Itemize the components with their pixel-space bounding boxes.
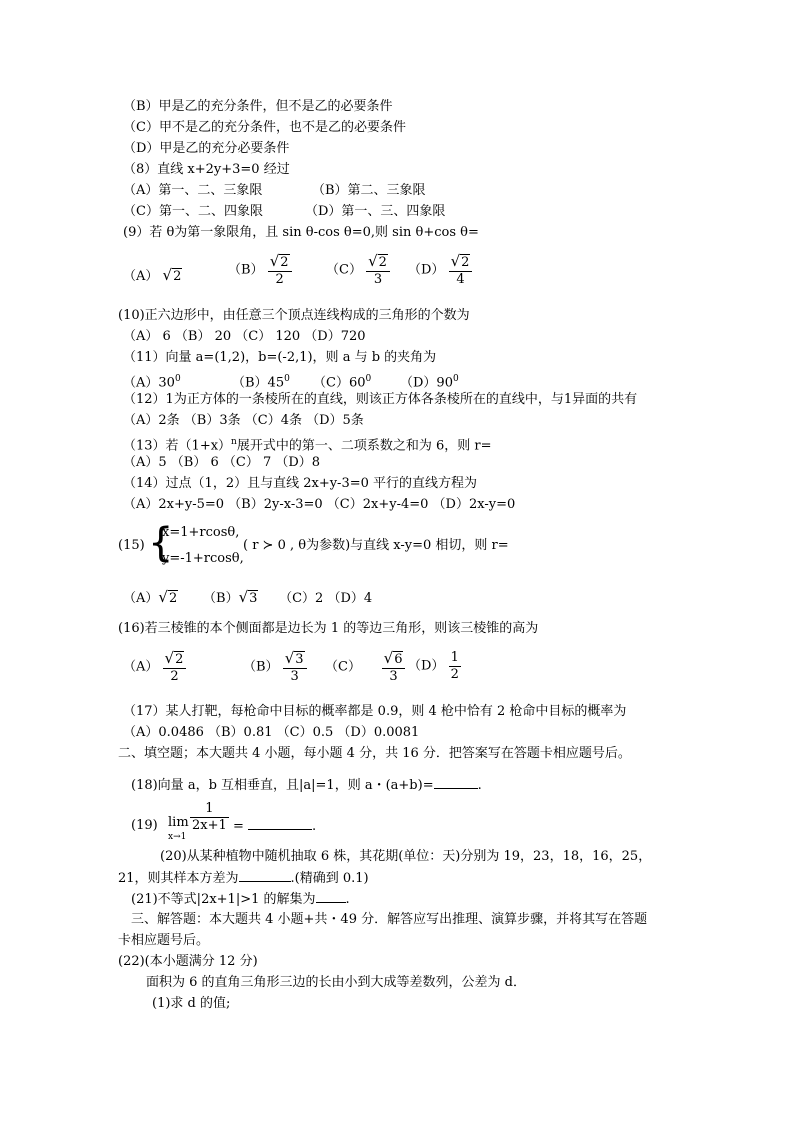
question-22-text: 面积为 6 的直角三角形三边的长由小到大成等差数列，公差为 d．: [146, 975, 526, 990]
q15-equation-y: y=-1+rcosθ,: [162, 551, 244, 566]
q9-option-c: [326, 253, 390, 288]
fraction-sqrt3-over-3: $\frac{√3}{3}$: [283, 650, 307, 685]
q16-option-b: （B） $\frac{√3}{3}$: [243, 650, 307, 685]
q14-options: （A）2x+y-5=0 （B）2y-x-3=0 （C）2x+y-4=0 （D）2x-y=0: [123, 497, 516, 512]
q19-equals: = .: [233, 819, 317, 834]
q15-label: (15): [118, 538, 145, 553]
fraction-sqrt6-over-3: $\frac{√6}{3}$: [382, 650, 406, 685]
question-17: （17）某人打靶，每枪命中目标的概率都是 0.9，则 4 枪中恰有 2 枪命中目标的概率为: [123, 704, 627, 719]
q19-fraction: $\frac{1}{2x+1}$: [192, 801, 227, 833]
answer-blank-18: [434, 776, 478, 789]
sqrt-2: √2: [162, 266, 182, 284]
q17-options: （A）0.0486 （B）0.81 （C）0.5 （D）0.0081: [123, 725, 420, 740]
left-brace: {: [148, 520, 174, 566]
fraction-sqrt2-over-3: $\frac{√2}{3}$: [366, 253, 390, 288]
question-8: （8）直线 x+2y+3=0 经过: [123, 162, 290, 177]
fraction-sqrt2-over-2: $\frac{√2}{2}$: [268, 253, 292, 288]
answer-blank-20: [239, 869, 291, 882]
q13-options: （A）5 （B） 6 （C） 7 （D）8: [123, 455, 321, 470]
answer-blank-19: [248, 817, 312, 830]
question-10: (10)正六边形中，由任意三个顶点连线构成的三角形的个数为: [118, 308, 470, 323]
q8-option-a: （A）第一、二、三象限: [123, 183, 263, 198]
question-22: (22)(本小题满分 12 分): [118, 954, 258, 969]
q8-option-d: （D）第一、三、四象限: [305, 204, 446, 219]
q9-option-d: [408, 253, 472, 288]
q8-option-b: （B）第二、三象限: [312, 183, 426, 198]
q15-condition: ( r ≻ 0 , θ为参数)与直线 x-y=0 相切，则 r=: [243, 538, 509, 553]
question-12: （12）1为正方体的一条棱所在的直线，则该正方体各条棱所在的直线中，与1异面的共有: [123, 392, 638, 407]
q10-options: （A） 6 （B） 20 （C） 120 （D）720: [123, 329, 366, 344]
q9-option-a: [123, 266, 182, 286]
q15-options: （A）√2 （B）√3 （C）2 （D）4: [123, 588, 373, 606]
question-22-part-1: (1)求 d 的值;: [152, 996, 231, 1011]
q9-option-b: [228, 253, 292, 288]
q11-option-a: $(A)30^0$: [123, 374, 181, 391]
q16-option-a: （A） $\frac{√2}{2}$: [123, 650, 186, 685]
q19-lim: lim: [168, 815, 189, 830]
question-20: (20)从某种植物中随机抽取 6 株，其花期(单位：天)分别为 19，23，18，16，25，: [160, 849, 652, 864]
question-14: （14）过点（1，2）且与直线 2x+y-3=0 平行的直线方程为: [123, 476, 478, 491]
q11-option-b: $(B)45^0$: [232, 374, 290, 391]
fraction-1-over-2: $\frac{1}{2}$: [450, 650, 459, 682]
q9-d-label: （D）: [408, 262, 445, 278]
q16-option-c: （C） $\frac{√6}{3}$: [325, 650, 405, 685]
section-3-heading-cont: 卡相应题号后。: [118, 933, 210, 948]
q11-option-c: $(C)60^0$: [313, 374, 372, 391]
q19-lim-sub: x→1: [168, 832, 187, 842]
question-20-cont: 21，则其样本方差为 .(精确到 0.1): [118, 871, 369, 886]
answer-blank-21: [316, 890, 346, 903]
q9-b-label: （B）: [228, 262, 264, 278]
question-11: （11）向量 a=(1,2)，b=(-2,1)，则 a 与 b 的夹角为: [123, 350, 437, 365]
fraction-sqrt2-over-2-b: $\frac{√2}{2}$: [163, 650, 187, 685]
q9-a-label: （A）: [123, 269, 159, 284]
option-c-text: （C）甲不是乙的充分条件，也不是乙的必要条件: [123, 120, 406, 135]
question-16: (16)若三棱锥的本个侧面都是边长为 1 的等边三角形，则该三棱锥的高为: [118, 621, 539, 636]
q12-options: （A）2条 （B）3条 （C）4条 （D）5条: [123, 413, 364, 428]
q8-option-c: （C）第一、二、四象限: [123, 204, 263, 219]
q11-option-d: $(D)90^0$: [400, 374, 459, 391]
question-13: （13）若$(1+x)^n$展开式中的第一、二项系数之和为 6，则 r=: [123, 437, 492, 454]
option-b-text: （B）甲是乙的充分条件，但不是乙的必要条件: [123, 99, 393, 114]
q16-option-d: （D） $\frac{1}{2}$: [408, 650, 459, 682]
q19-label: (19): [131, 818, 158, 833]
fraction-sqrt2-over-4: $\frac{√2}{4}$: [449, 253, 473, 288]
question-21: (21)不等式|2x+1|>1 的解集为 .: [131, 892, 350, 907]
section-2-heading: 二、填空题；本大题共 4 小题，每小题 4 分，共 16 分．把答案写在答题卡相应题号后。: [118, 746, 631, 761]
q15-equation-x: x=1+rcosθ,: [162, 525, 240, 540]
question-18: (18)向量 a，b 互相垂直，且|a|=1，则 a・(a+b)= .: [131, 778, 482, 793]
option-d-text: （D）甲是乙的充分必要条件: [123, 141, 290, 156]
section-3-heading: 三、解答题：本大题共 4 小题+共・49 分．解答应写出推理、演算步骤，并将其写在答题: [131, 912, 648, 927]
q9-c-label: （C）: [326, 262, 362, 278]
question-9: (9）若 θ为第一象限角，且 sin θ-cos θ=0,则 sin θ+cos θ=: [123, 225, 479, 240]
